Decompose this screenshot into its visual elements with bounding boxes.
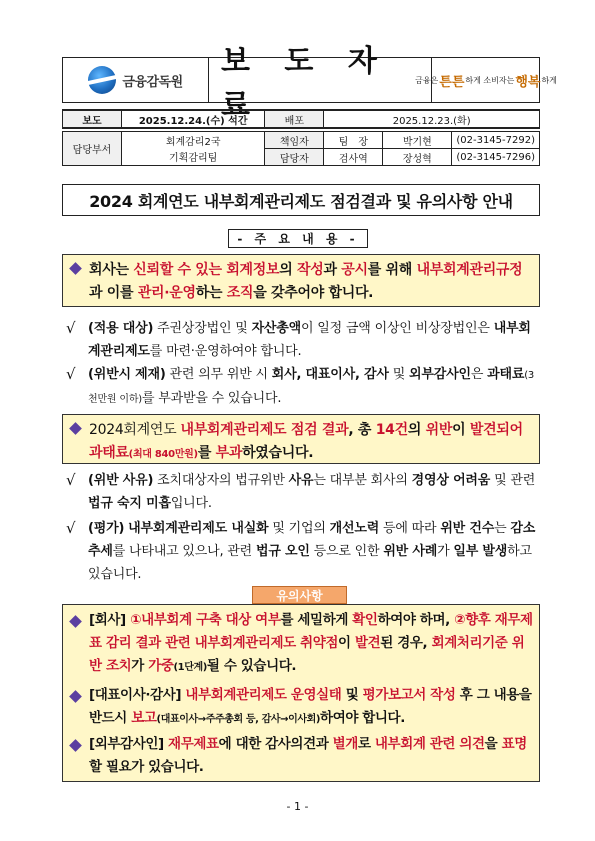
caution-external-auditor: [외부감사인] 재무제표에 대한 감사의견과 별개로 내부회계 관련 의견을 표명할 필요가 있습니다. <box>63 733 541 779</box>
check-item-applicability: √ (적용 대상) 주권상장법인 및 자산총액이 일정 금액 이상인 비상장법인은 내부회계관리제도를 마련·운영하여야 합니다. <box>66 319 531 359</box>
checkmark-icon: √ <box>66 471 76 489</box>
check-item-sanctions: √ (위반시 제재) 관련 의무 위반 시 회사, 대표이사, 감사 및 외부감사인은 과태료(3천만원 이하)를 부과받을 수 있습니다. <box>66 365 535 406</box>
highlight-box-2: 2024회계연도 내부회계관리제도 점검 결과, 총 14건의 위반이 발견되어 과태료(최대 840만원)를 부과하였습니다. <box>62 414 540 464</box>
checkmark-icon: √ <box>66 519 76 537</box>
release-label: 보도 <box>63 110 122 128</box>
caution-company: [회사] ①내부회계 구축 대상 여부를 세밀하게 확인하여야 하며, ②향후 재무제표 감리 결과 관련 내부회계관리제도 취약점이 발견된 경우, 회계처리기준 위반 조치가 가중(1단계)될 수 있습니다. <box>63 609 541 679</box>
doc-type-title: 보 도 자 료 <box>221 44 389 123</box>
responsible-label: 책임자 <box>265 132 324 149</box>
slogan: 금융은 튼튼 하게 소비자는 행복 하게 <box>432 58 540 102</box>
fss-emblem-icon <box>88 66 116 94</box>
summary-title: - 주 요 내 용 - <box>228 229 368 248</box>
org-name: 금융감독원 <box>122 74 183 90</box>
contact-title: 검사역 <box>324 149 383 166</box>
slogan-word-2: 행복 <box>515 74 541 90</box>
checkmark-icon: √ <box>66 365 76 383</box>
responsible-phone: (02-3145-7292) <box>452 132 540 149</box>
page-number: - 1 - <box>286 800 309 813</box>
highlight-box-1: 회사는 신뢰할 수 있는 회계정보의 작성과 공시를 위해 내부회계관리규정과 이를 관리·운영하는 조직을 갖추어야 합니다. <box>62 254 540 307</box>
release-info-table <box>62 109 540 166</box>
diamond-bullet-icon <box>69 262 82 275</box>
diamond-bullet-icon <box>69 690 82 703</box>
slogan-word-1: 튼튼 <box>439 74 465 90</box>
release-date: 2025.12.24.(수) 석간 <box>122 110 265 128</box>
caution-box <box>62 604 540 782</box>
responsible-title: 팀 장 <box>324 132 383 149</box>
dept-line-1: 회계감리2국 <box>122 132 265 149</box>
responsible-name: 박기현 <box>383 132 452 149</box>
caution-ceo-auditor: [대표이사·감사] 내부회계관리제도 운영실태 및 평가보고서 작성 후 그 내용을 반드시 보고(대표이사→주주총회 등, 감사→이사회)하여야 합니다. <box>63 684 541 731</box>
contact-phone: (02-3145-7296) <box>452 149 540 166</box>
contact-name: 장성혁 <box>383 149 452 166</box>
headline: 2024 회계연도 내부회계관리제도 점검결과 및 유의사항 안내 <box>62 184 540 216</box>
distribution-label: 배포 <box>265 110 324 128</box>
dept-line-2: 기획감리팀 <box>122 149 265 166</box>
caution-tab-label: 유의사항 <box>252 586 347 604</box>
diamond-bullet-icon <box>69 422 82 435</box>
diamond-bullet-icon <box>69 739 82 752</box>
diamond-bullet-icon <box>69 615 82 628</box>
dept-label: 담당부서 <box>63 132 122 166</box>
check-item-violation-reasons: √ (위반 사유) 조치대상자의 법규위반 사유는 대부분 회사의 경영상 어려움 및 관련 법규 숙지 미흡입니다. <box>66 471 536 511</box>
checkmark-icon: √ <box>66 319 76 337</box>
org-logo <box>63 58 209 102</box>
distribution-date: 2025.12.23.(화) <box>324 110 540 128</box>
check-item-evaluation: √ (평가) 내부회계관리제도 내실화 및 기업의 개선노력 등에 따라 위반 건수는 감소 추세를 나타내고 있으나, 관련 법규 오인 등으로 인한 위반 사례가 일부 발생하고 있습니다. <box>66 519 536 582</box>
contact-label: 담당자 <box>265 149 324 166</box>
